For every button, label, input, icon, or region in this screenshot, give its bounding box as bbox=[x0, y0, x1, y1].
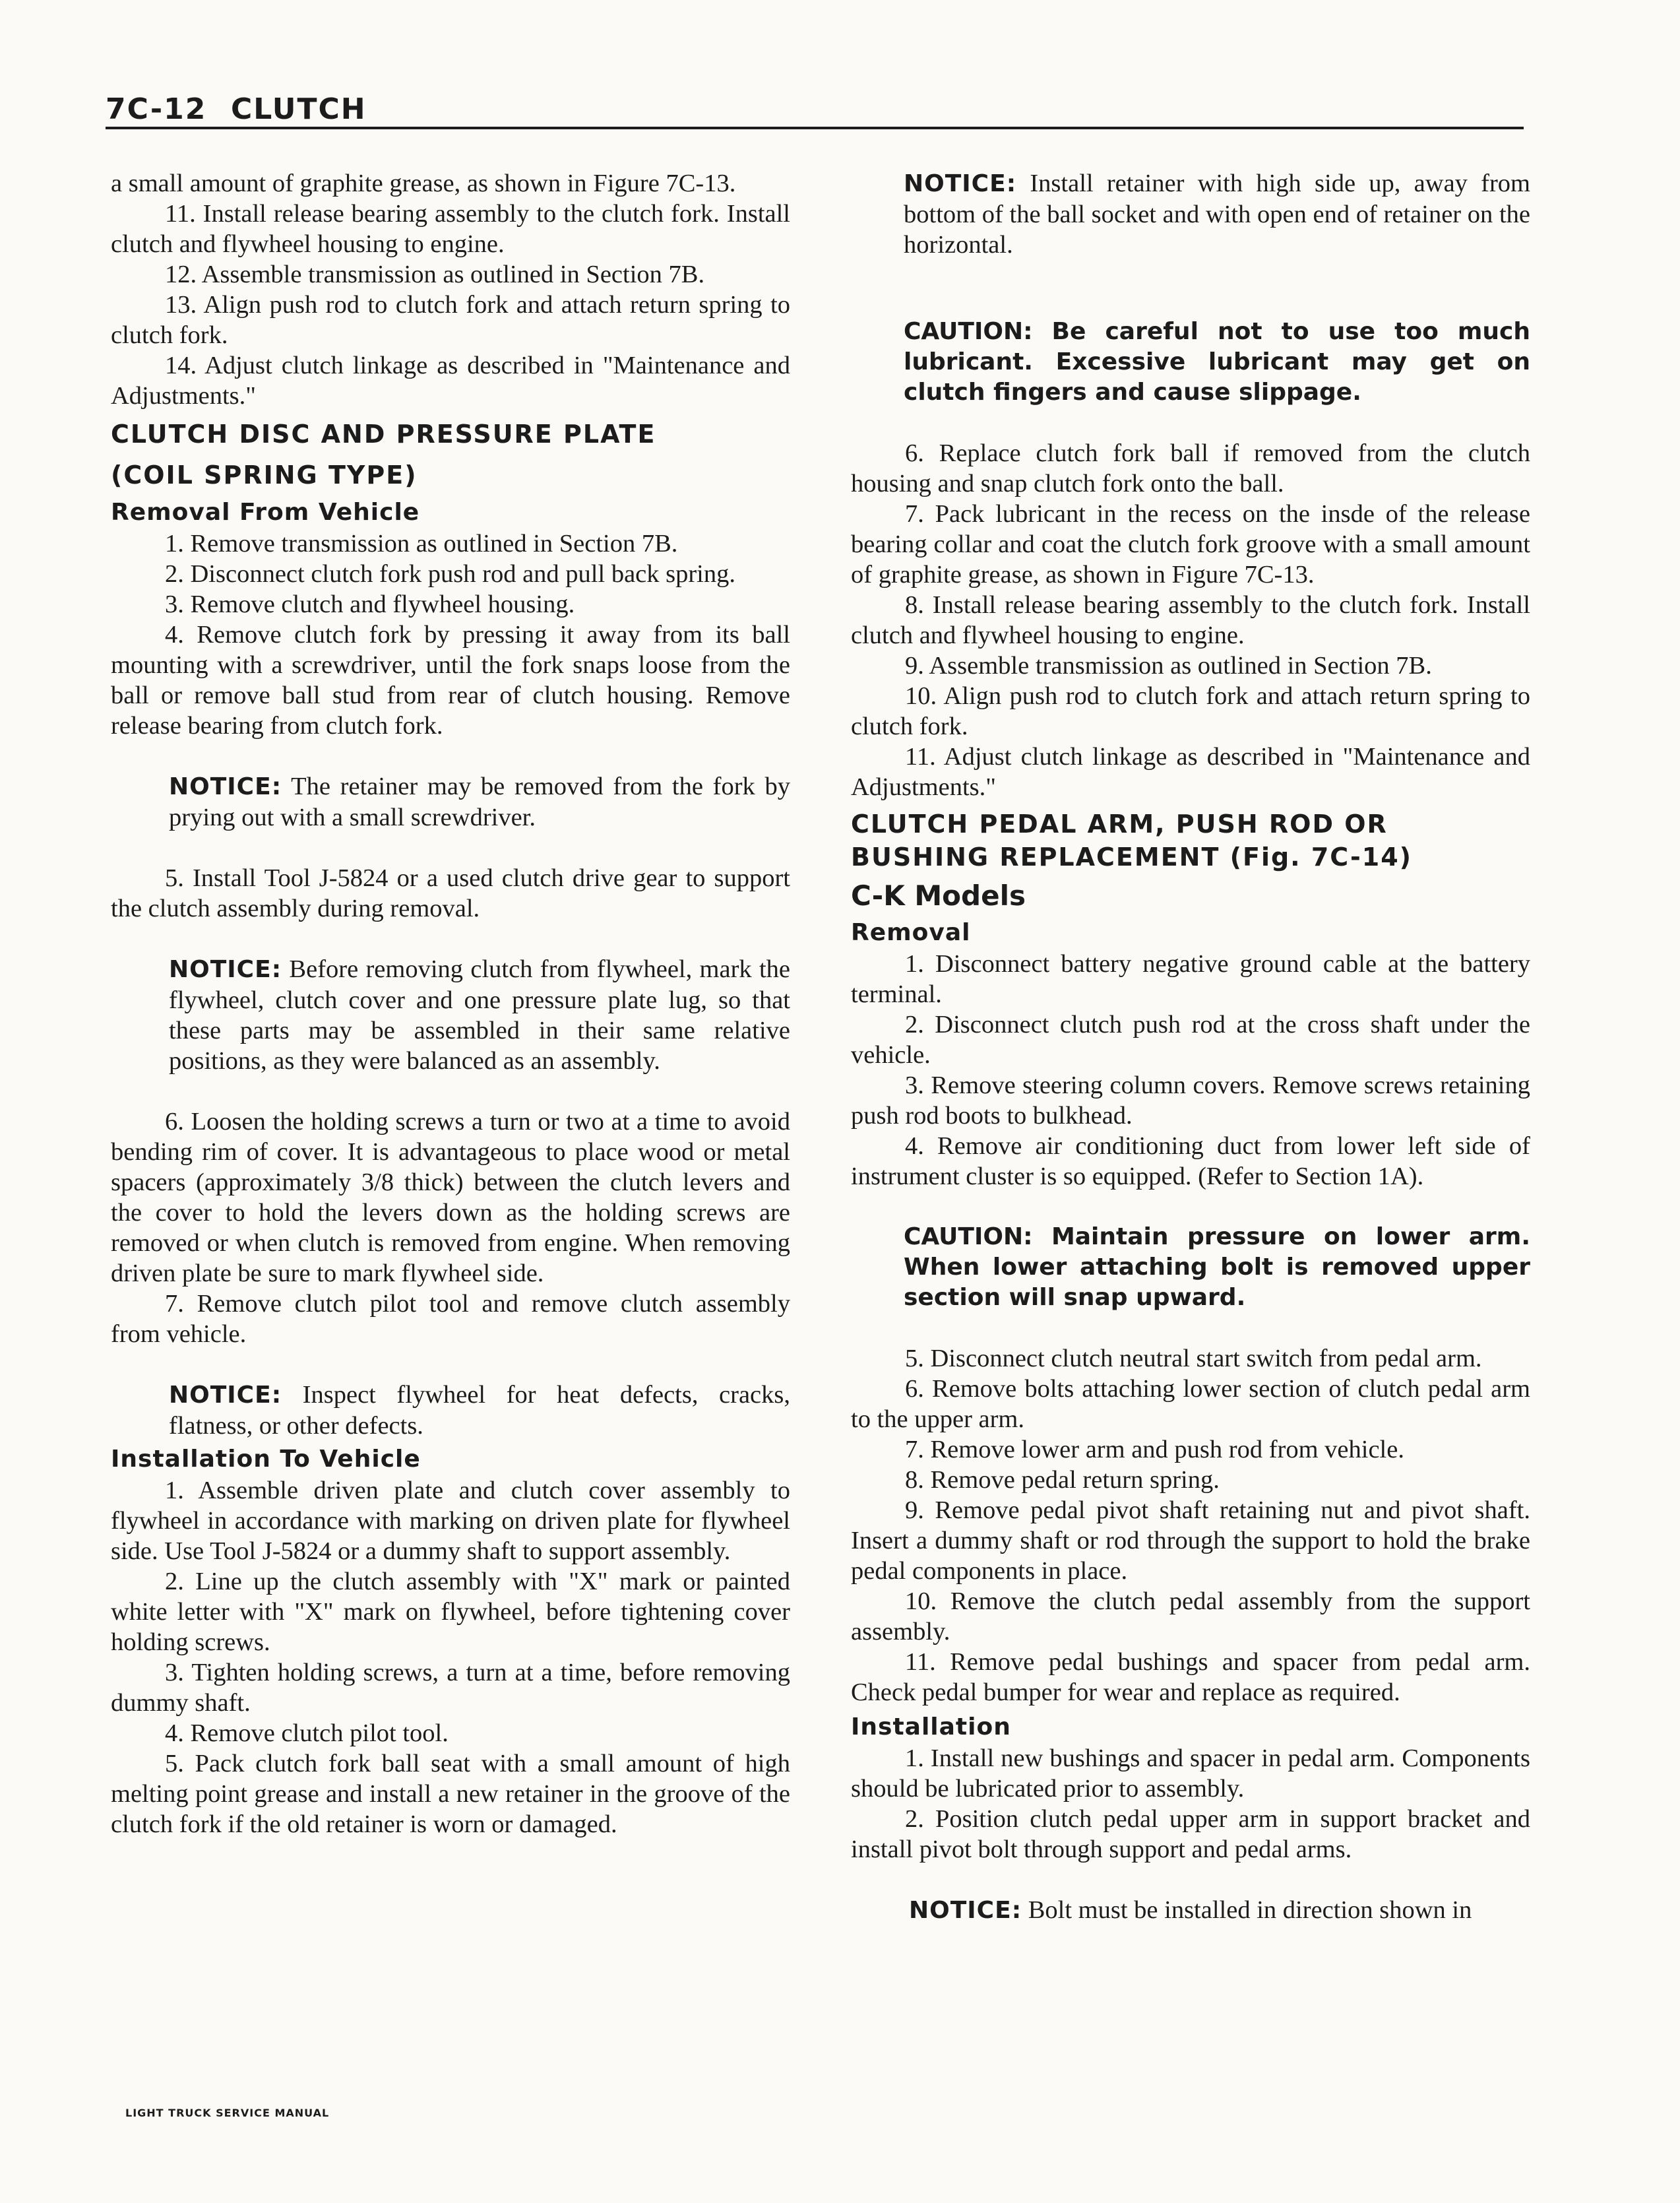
step: 2. Position clutch pedal upper arm in support bracket and install pivot bolt through support and pedal arms. bbox=[851, 1805, 1530, 1863]
step: 2. Disconnect clutch fork push rod and pull back spring. bbox=[165, 560, 735, 588]
header-rule bbox=[106, 127, 1524, 129]
notice-text: Before removing clutch from flywheel, mark the flywheel, clutch cover and one pressure plate lug, so that these parts may be assembled in their same relative positions, as they were balanced as an assembly. bbox=[169, 955, 791, 1075]
notice-label: NOTICE: bbox=[169, 1382, 282, 1409]
step: 5. Install Tool J-5824 or a used clutch drive gear to support the clutch assembly during removal. bbox=[111, 864, 790, 922]
step: 2. Disconnect clutch push rod at the cross shaft under the vehicle. bbox=[851, 1011, 1530, 1069]
notice-label: NOTICE: bbox=[169, 773, 282, 800]
notice-label: NOTICE: bbox=[169, 956, 282, 983]
notice-label: NOTICE: bbox=[904, 170, 1017, 197]
notice bbox=[169, 954, 790, 1076]
step: 11. Remove pedal bushings and spacer from pedal arm. Check pedal bumper for wear and replace as required. bbox=[851, 1648, 1530, 1706]
heading-removal: Removal bbox=[851, 919, 971, 946]
notice-text: Bolt must be installed in direction shown in bbox=[1028, 1896, 1472, 1924]
step: 8. Install release bearing assembly to the clutch fork. Install clutch and flywheel housing to engine. bbox=[851, 591, 1530, 649]
notice-text: Inspect flywheel for heat defects, cracks, flatness, or other defects. bbox=[169, 1381, 791, 1440]
step: 10. Align push rod to clutch fork and attach return spring to clutch fork. bbox=[851, 682, 1530, 740]
step: 9. Assemble transmission as outlined in Section 7B. bbox=[905, 652, 1432, 680]
heading-installation: Installation bbox=[851, 1713, 1011, 1740]
step: 6. Loosen the holding screws a turn or two at a time to avoid bending rim of cover. It is advantageous to place wood or metal spacers (approximately 3/8 thick) between the clutch levers and the cover to hold the levers down as the holding screws are removed or when clutch is removed from engine. When removing driven plate be sure to mark flywheel side. bbox=[111, 1108, 790, 1287]
notice bbox=[169, 771, 790, 833]
heading-clutch-disc: CLUTCH DISC AND PRESSURE PLATE bbox=[111, 420, 656, 449]
notice-text: Install retainer with high side up, away from bottom of the ball socket and with open end of retainer on the horizontal. bbox=[904, 170, 1531, 259]
step: 1. Install new bushings and spacer in pedal arm. Components should be lubricated prior to assembly. bbox=[851, 1744, 1530, 1803]
step: 14. Adjust clutch linkage as described in "Maintenance and Adjustments." bbox=[111, 352, 790, 410]
step: 4. Remove air conditioning duct from lower left side of instrument cluster is so equipped. (Refer to Section 1A). bbox=[851, 1132, 1530, 1190]
step: 10. Remove the clutch pedal assembly from the support assembly. bbox=[851, 1587, 1530, 1645]
step: 11. Install release bearing assembly to the clutch fork. Install clutch and flywheel housing to engine. bbox=[111, 200, 790, 258]
step: 6. Remove bolts attaching lower section of clutch pedal arm to the upper arm. bbox=[851, 1375, 1530, 1433]
step: 2. Line up the clutch assembly with "X" mark or painted white letter with "X" mark on flywheel, before tightening cover holding screws. bbox=[111, 1568, 790, 1656]
heading-ck-models: C-K Models bbox=[851, 879, 1026, 912]
page-footer: LIGHT TRUCK SERVICE MANUAL bbox=[125, 2107, 330, 2119]
caution: CAUTION: Be careful not to use too much lubricant. Excessive lubricant may get on clutch fingers and cause slippage. bbox=[904, 318, 1530, 406]
step: 4. Remove clutch pilot tool. bbox=[165, 1719, 449, 1747]
notice-text: The retainer may be removed from the fork by prying out with a small screwdriver. bbox=[169, 773, 790, 831]
heading-removal-from-vehicle: Removal From Vehicle bbox=[111, 499, 420, 526]
section-title: CLUTCH bbox=[231, 92, 367, 126]
step: 7. Remove clutch pilot tool and remove clutch assembly from vehicle. bbox=[111, 1290, 790, 1348]
step: 1. Disconnect battery negative ground cable at the battery terminal. bbox=[851, 950, 1530, 1008]
notice bbox=[909, 1895, 1530, 1926]
step: 8. Remove pedal return spring. bbox=[905, 1466, 1220, 1494]
heading-bushing-replacement: BUSHING REPLACEMENT (Fig. 7C-14) bbox=[851, 843, 1413, 872]
step: 13. Align push rod to clutch fork and attach return spring to clutch fork. bbox=[111, 291, 790, 349]
notice bbox=[169, 1380, 790, 1441]
caution: CAUTION: Maintain pressure on lower arm. When lower attaching bolt is removed upper section will snap upward. bbox=[904, 1223, 1530, 1311]
notice-label: NOTICE: bbox=[909, 1897, 1022, 1924]
step: 5. Disconnect clutch neutral start switch from pedal arm. bbox=[905, 1345, 1482, 1372]
paragraph: a small amount of graphite grease, as shown in Figure 7C-13. bbox=[111, 170, 736, 197]
step: 6. Replace clutch fork ball if removed from the clutch housing and snap clutch fork onto the ball. bbox=[851, 439, 1530, 497]
step: 1. Assemble driven plate and clutch cover assembly to flywheel in accordance with marking on driven plate for flywheel side. Use Tool J-5824 or a dummy shaft to support assembly. bbox=[111, 1477, 790, 1565]
step: 3. Remove steering column covers. Remove screws retaining push rod boots to bulkhead. bbox=[851, 1071, 1530, 1130]
step: 4. Remove clutch fork by pressing it away from its ball mounting with a screwdriver, until the fork snaps loose from the ball or remove ball stud from rear of clutch housing. Remove release bearing from clutch fork. bbox=[111, 621, 790, 740]
step: 12. Assemble transmission as outlined in Section 7B. bbox=[165, 261, 705, 288]
left-column bbox=[111, 168, 790, 1839]
step: 3. Remove clutch and flywheel housing. bbox=[165, 591, 575, 618]
heading-installation-to-vehicle: Installation To Vehicle bbox=[111, 1446, 421, 1473]
step: 11. Adjust clutch linkage as described in "Maintenance and Adjustments." bbox=[851, 743, 1530, 801]
step: 7. Remove lower arm and push rod from vehicle. bbox=[905, 1436, 1404, 1463]
heading-pedal-arm: CLUTCH PEDAL ARM, PUSH ROD OR bbox=[851, 810, 1388, 839]
step: 3. Tighten holding screws, a turn at a time, before removing dummy shaft. bbox=[111, 1659, 790, 1717]
step: 9. Remove pedal pivot shaft retaining nut and pivot shaft. Insert a dummy shaft or rod through the support to hold the brake pedal components in place. bbox=[851, 1496, 1530, 1585]
step: 5. Pack clutch fork ball seat with a small amount of high melting point grease and install a new retainer in the groove of the clutch fork if the old retainer is worn or damaged. bbox=[111, 1750, 790, 1838]
right-column bbox=[851, 168, 1530, 1926]
step: 1. Remove transmission as outlined in Section 7B. bbox=[165, 530, 678, 558]
heading-coil-spring: (COIL SPRING TYPE) bbox=[111, 461, 418, 490]
notice bbox=[904, 168, 1530, 260]
step: 7. Pack lubricant in the recess on the insde of the release bearing collar and coat the clutch fork groove with a small amount of graphite grease, as shown in Figure 7C-13. bbox=[851, 500, 1530, 589]
page-number: 7C-12 bbox=[106, 92, 207, 126]
